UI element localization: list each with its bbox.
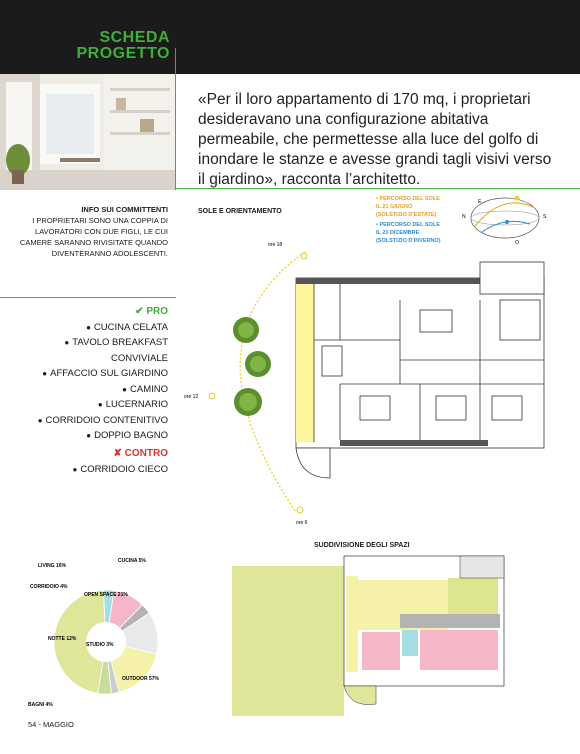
compass-e: E — [478, 199, 482, 205]
legend-winter-line: • PERCORSO DEL SOLE — [376, 222, 440, 228]
legend-summer-line: • PERCORSO DEL SOLE — [376, 196, 440, 202]
chart-label-living: LIVING 16% — [38, 563, 67, 569]
pull-quote: «Per il loro appartamento di 170 mq, i proprietari desideravano una configurazione abitativa permeabile, che permettesse alla luce del golfo di inondare le stanze e avesse grandi tagli visivi verso il giardino», racconta l’architetto. — [198, 91, 552, 188]
chart-label-corridoio: CORRIDOIO 4% — [30, 584, 68, 590]
list-item: ● CUCINA CELATA — [10, 320, 168, 336]
legend-winter-line: (SOLSTIZIO D'INVERNO) — [376, 238, 441, 244]
legend-summer-line: IL 21 GIUGNO — [376, 204, 413, 210]
list-item: ● CORRIDOIO CIECO — [10, 462, 168, 478]
legend-summer-line: (SOLSTIZIO D'ESTATE) — [376, 212, 437, 218]
list-item: ● LUCERNARIO — [10, 397, 168, 413]
chart-label-studio: STUDIO 3% — [86, 642, 114, 648]
pro-title: ✔ PRO — [135, 306, 168, 317]
list-item: ● TAVOLO BREAKFAST CONVIVIALE — [10, 335, 168, 366]
list-item: ● CAMINO — [10, 382, 168, 398]
floor-plan-orientation — [296, 262, 544, 478]
floor-plan-spaces — [232, 556, 504, 716]
tree-icon — [233, 317, 271, 416]
chart-label-bagni: BAGNI 4% — [28, 702, 53, 708]
hour-18-label: ore 18 — [268, 242, 283, 248]
page-footer: 54 - MAGGIO — [28, 720, 74, 729]
sun-path-arc — [240, 252, 305, 512]
compass-n: N — [462, 214, 466, 220]
chart-label-cucina: CUCINA 5% — [118, 558, 146, 564]
chart-label-outdoor: OUTDOOR 57% — [122, 676, 159, 682]
spaces-title: SUDDIVISIONE DEGLI SPAZI — [314, 542, 410, 549]
list-item: ● DOPPIO BAGNO — [10, 428, 168, 444]
chart-label-open-space: OPEN SPACE 21% — [84, 592, 128, 598]
section-title-line2: PROGETTO — [76, 45, 170, 62]
legend-winter-line: IL 21 DICEMBRE — [376, 230, 420, 236]
list-item: ● CORRIDOIO CONTENITIVO — [10, 413, 168, 429]
contro-title: ✘ CONTRO — [113, 448, 168, 459]
chart-label-notte: NOTTE 12% — [48, 636, 77, 642]
sun-compass-diagram — [462, 196, 547, 247]
client-info-body: I PROPRIETARI SONO UNA COPPIA DI LAVORATORI CON DUE FIGLI, LE CUI CAMERE SARANNO RIVISITATE QUANDO DIVENTERANNO ADOLESCENTI. — [19, 216, 168, 258]
spaces-donut-chart — [28, 548, 184, 712]
client-info-title: INFO SUI COMMITTENTI — [81, 205, 168, 214]
sun-orientation-title: SOLE E ORIENTAMENTO — [198, 208, 282, 215]
hour-12-label: ore 12 — [184, 394, 199, 400]
compass-s: S — [543, 214, 547, 220]
sun-icon — [209, 253, 307, 513]
list-item: ● AFFACCIO SUL GIARDINO — [10, 366, 168, 382]
section-title-line1: SCHEDA — [99, 29, 170, 46]
compass-o: O — [515, 240, 519, 246]
hour-6-label: ore 6 — [296, 520, 308, 526]
